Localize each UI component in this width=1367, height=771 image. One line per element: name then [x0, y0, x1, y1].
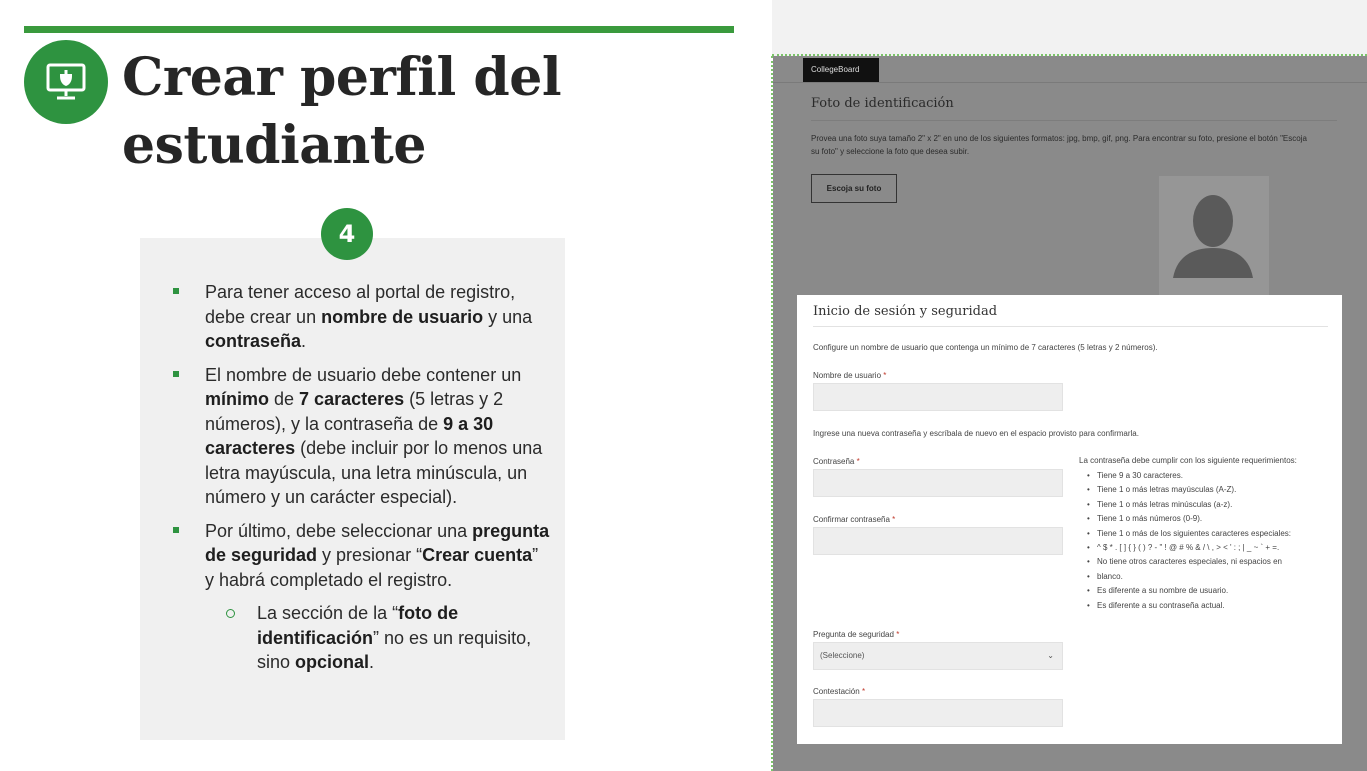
requirement-item: • Es diferente a su contraseña actual.: [1087, 599, 1337, 613]
bullet-text: [205, 521, 549, 590]
collegeboard-logo: CollegeBoard: [803, 58, 879, 82]
requirement-continuation: • blanco.: [1087, 570, 1337, 584]
photo-section-divider: [811, 120, 1337, 121]
text-run: .: [301, 331, 307, 351]
requirement-item: • Es diferente a su nombre de usuario.: [1087, 584, 1337, 598]
required-mark: *: [896, 630, 900, 639]
confirm-password-label-text: Confirmar contraseña: [813, 515, 890, 524]
chevron-down-icon[interactable]: ⌄: [1047, 651, 1054, 660]
step-badge: 4: [321, 208, 373, 260]
requirement-item: • No tiene otros caracteres especiales, ni espacios en: [1087, 555, 1337, 569]
sub-bullet-text: [257, 603, 531, 672]
text-run: .: [369, 652, 375, 672]
bullet-text: [205, 365, 542, 508]
required-mark: *: [883, 371, 887, 380]
bullet-text: [205, 282, 532, 351]
requirement-item: • Tiene 9 a 30 caracteres.: [1087, 469, 1337, 483]
security-question-label: [813, 629, 899, 640]
text-run: El nombre de usuario debe contener un: [205, 364, 522, 385]
username-label: [813, 370, 886, 381]
required-mark: *: [892, 515, 896, 524]
title-line-1: Crear perfil del: [122, 47, 562, 108]
security-question-label-text: Pregunta de seguridad: [813, 630, 894, 639]
bullet-square-icon: [173, 527, 179, 533]
photo-section-title: Foto de identificación: [811, 96, 954, 111]
password-requirements-list: [1087, 469, 1337, 613]
answer-label: [813, 686, 865, 697]
password-instructions: Ingrese una nueva contraseña y escríbala de nuevo en el espacio provisto para confirmarla.: [813, 429, 1139, 438]
username-label-text: Nombre de usuario: [813, 371, 882, 380]
sub-bullet-item: [170, 601, 550, 675]
requirement-continuation: [1087, 541, 1337, 555]
bold-text: Crear cuenta: [422, 545, 533, 565]
login-section-divider: [813, 326, 1328, 327]
requirement-special-chars: ^ $ * . [ ] { } ( ) ? - " ! @ # % & / \ , > < ' : ; | _ ~ ` + =.: [1097, 543, 1280, 553]
security-question-value: (Seleccione): [820, 651, 865, 660]
text-run: ” no es un requisito, sino: [257, 627, 532, 672]
text-run: de: [269, 389, 300, 409]
title-line-2: estudiante: [122, 115, 426, 176]
text-run: (debe incluir por lo menos una letra mayúscula, una letra minúscula, un número y un carácter especial).: [205, 438, 543, 507]
bullet-item: [170, 363, 550, 510]
requirement-item: • Tiene 1 o más números (0-9).: [1087, 512, 1337, 526]
answer-input[interactable]: [813, 699, 1063, 727]
required-mark: *: [856, 457, 860, 466]
photo-placeholder: [1159, 176, 1269, 296]
bullet-square-icon: [173, 288, 179, 294]
username-input[interactable]: [813, 383, 1063, 411]
bold-text: 9 a 30 caracteres: [205, 413, 494, 458]
password-input[interactable]: [813, 469, 1063, 497]
photo-description: Provea una foto suya tamaño 2" x 2" en uno de los siguientes formatos: jpg, bmp, gif, png. Para encontrar su foto, presione el botón "Escoja su foto" y seleccione la foto que desea subir.: [811, 134, 1307, 156]
bullet-item: [170, 280, 550, 354]
confirm-password-input[interactable]: [813, 527, 1063, 555]
bullet-item: [170, 519, 550, 593]
login-section-title: Inicio de sesión y seguridad: [813, 304, 998, 319]
text-run: y presionar “: [317, 545, 423, 565]
security-question-select[interactable]: [813, 642, 1063, 670]
text-run: (5 letras y 2 números), y la contraseña de: [205, 389, 504, 434]
password-label: [813, 456, 860, 467]
bullet-square-icon: [173, 371, 179, 377]
instruction-list: [170, 280, 550, 684]
text-run: Por último, debe seleccionar una: [205, 520, 473, 541]
slide-title: [122, 44, 682, 180]
bold-text: 7 caracteres: [299, 389, 405, 409]
password-label-text: Contraseña: [813, 457, 855, 466]
text-run: La sección de la “: [257, 603, 399, 623]
username-instructions: Configure un nombre de usuario que contenga un mínimo de 7 caracteres (5 letras y 2 números).: [813, 343, 1158, 352]
screenshot-top-area: [772, 0, 1367, 56]
user-silhouette-icon: [1159, 176, 1269, 296]
requirement-item: • Tiene 1 o más letras minúsculas (a-z).: [1087, 498, 1337, 512]
bold-text: pregunta de seguridad: [205, 520, 550, 565]
title-badge: [24, 40, 108, 124]
requirement-item: • Tiene 1 o más letras mayúsculas (A-Z).: [1087, 483, 1337, 497]
requirement-item: • Tiene 1 o más de los siguientes caracteres especiales:: [1087, 527, 1337, 541]
answer-label-text: Contestación: [813, 687, 860, 696]
text-run: Para tener acceso al portal de registro, debe crear un: [205, 282, 516, 327]
monitor-acorn-icon: [44, 60, 88, 104]
password-requirements-title: La contraseña debe cumplir con los siguiente requerimientos:: [1079, 456, 1297, 465]
required-mark: *: [861, 687, 866, 696]
bullet-circle-icon: [226, 609, 235, 618]
bold-text: mínimo: [205, 389, 270, 409]
registration-screenshot: [773, 56, 1367, 771]
bold-text: foto de identificación: [257, 603, 459, 648]
bold-text: contraseña: [205, 331, 302, 351]
login-security-panel: [797, 295, 1342, 744]
choose-photo-button[interactable]: Escoja su foto: [811, 174, 897, 203]
text-run: y una: [483, 306, 533, 327]
bold-text: nombre de usuario: [321, 306, 484, 327]
text-run: ” y habrá completado el registro.: [205, 545, 539, 590]
header-line: [773, 82, 1367, 83]
bold-text: opcional: [295, 652, 370, 672]
confirm-password-label: [813, 514, 895, 525]
top-rule: [24, 26, 734, 33]
